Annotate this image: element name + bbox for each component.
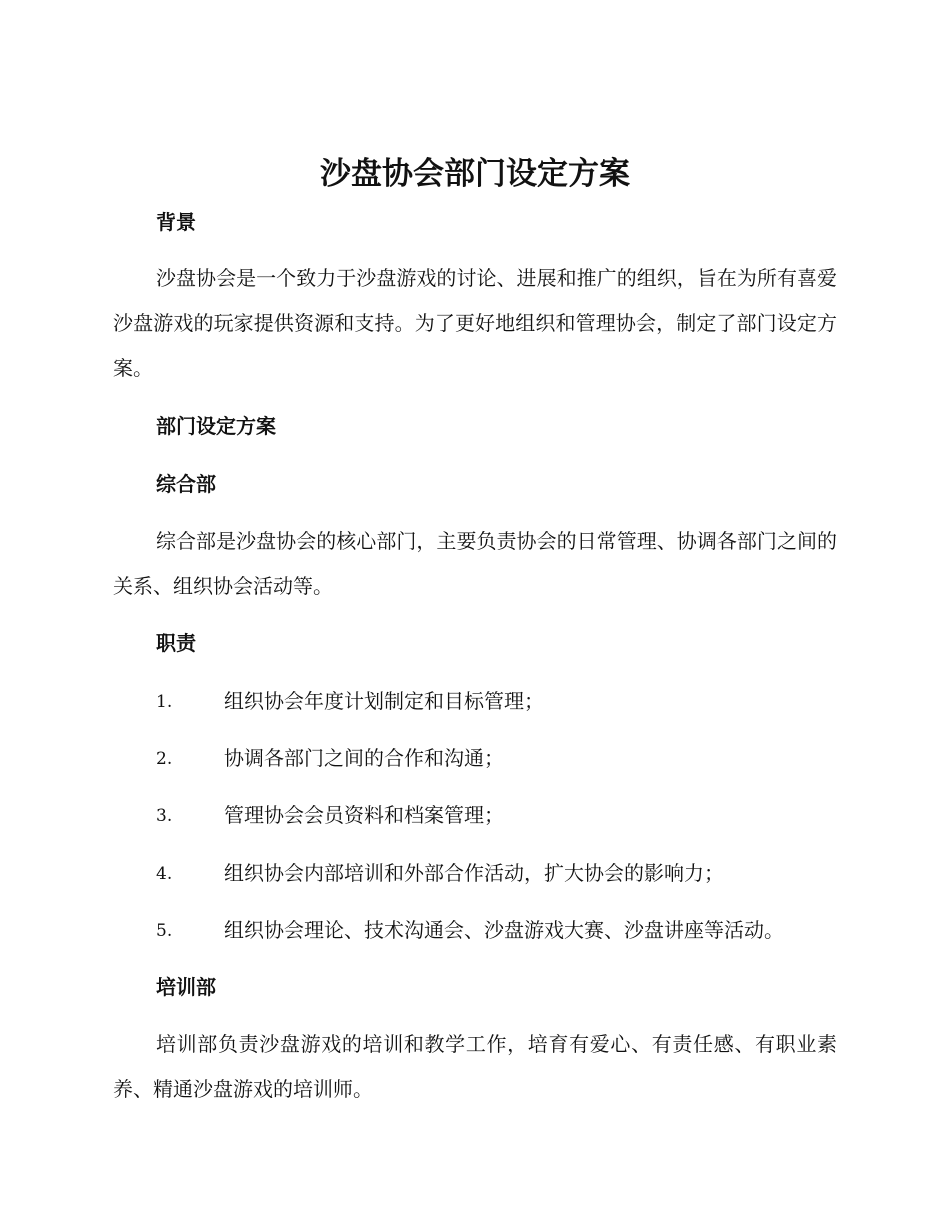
duty-number: 4. — [156, 864, 173, 884]
duty-number: 3. — [156, 806, 173, 826]
duties-heading: 职责 — [156, 631, 196, 655]
document-title: 沙盘协会部门设定方案 — [320, 156, 630, 192]
duty-text: 管理协会会员资料和档案管理； — [224, 803, 504, 827]
training-dept-heading: 培训部 — [156, 975, 216, 999]
general-dept-heading: 综合部 — [156, 472, 216, 496]
plan-heading: 部门设定方案 — [156, 414, 276, 438]
duty-text: 组织协会年度计划制定和目标管理； — [224, 689, 544, 713]
training-dept-paragraph: 培训部负责沙盘游戏的培训和教学工作，培育有爱心、有责任感、有职业素养、精通沙盘游戏的培训师。 — [113, 1032, 837, 1101]
duty-number: 2. — [156, 749, 173, 769]
duty-text: 组织协会理论、技术沟通会、沙盘游戏大赛、沙盘讲座等活动。 — [224, 918, 784, 942]
duty-text: 组织协会内部培训和外部合作活动，扩大协会的影响力； — [224, 861, 724, 885]
general-dept-paragraph: 综合部是沙盘协会的核心部门，主要负责协会的日常管理、协调各部门之间的关系、组织协会活动等。 — [113, 529, 837, 598]
duty-number: 5. — [156, 921, 173, 941]
background-heading: 背景 — [156, 210, 196, 234]
duty-text: 协调各部门之间的合作和沟通； — [224, 746, 504, 770]
duty-number: 1. — [156, 692, 173, 712]
background-paragraph: 沙盘协会是一个致力于沙盘游戏的讨论、进展和推广的组织，旨在为所有喜爱沙盘游戏的玩家提供资源和支持。为了更好地组织和管理协会，制定了部门设定方案。 — [113, 266, 837, 380]
